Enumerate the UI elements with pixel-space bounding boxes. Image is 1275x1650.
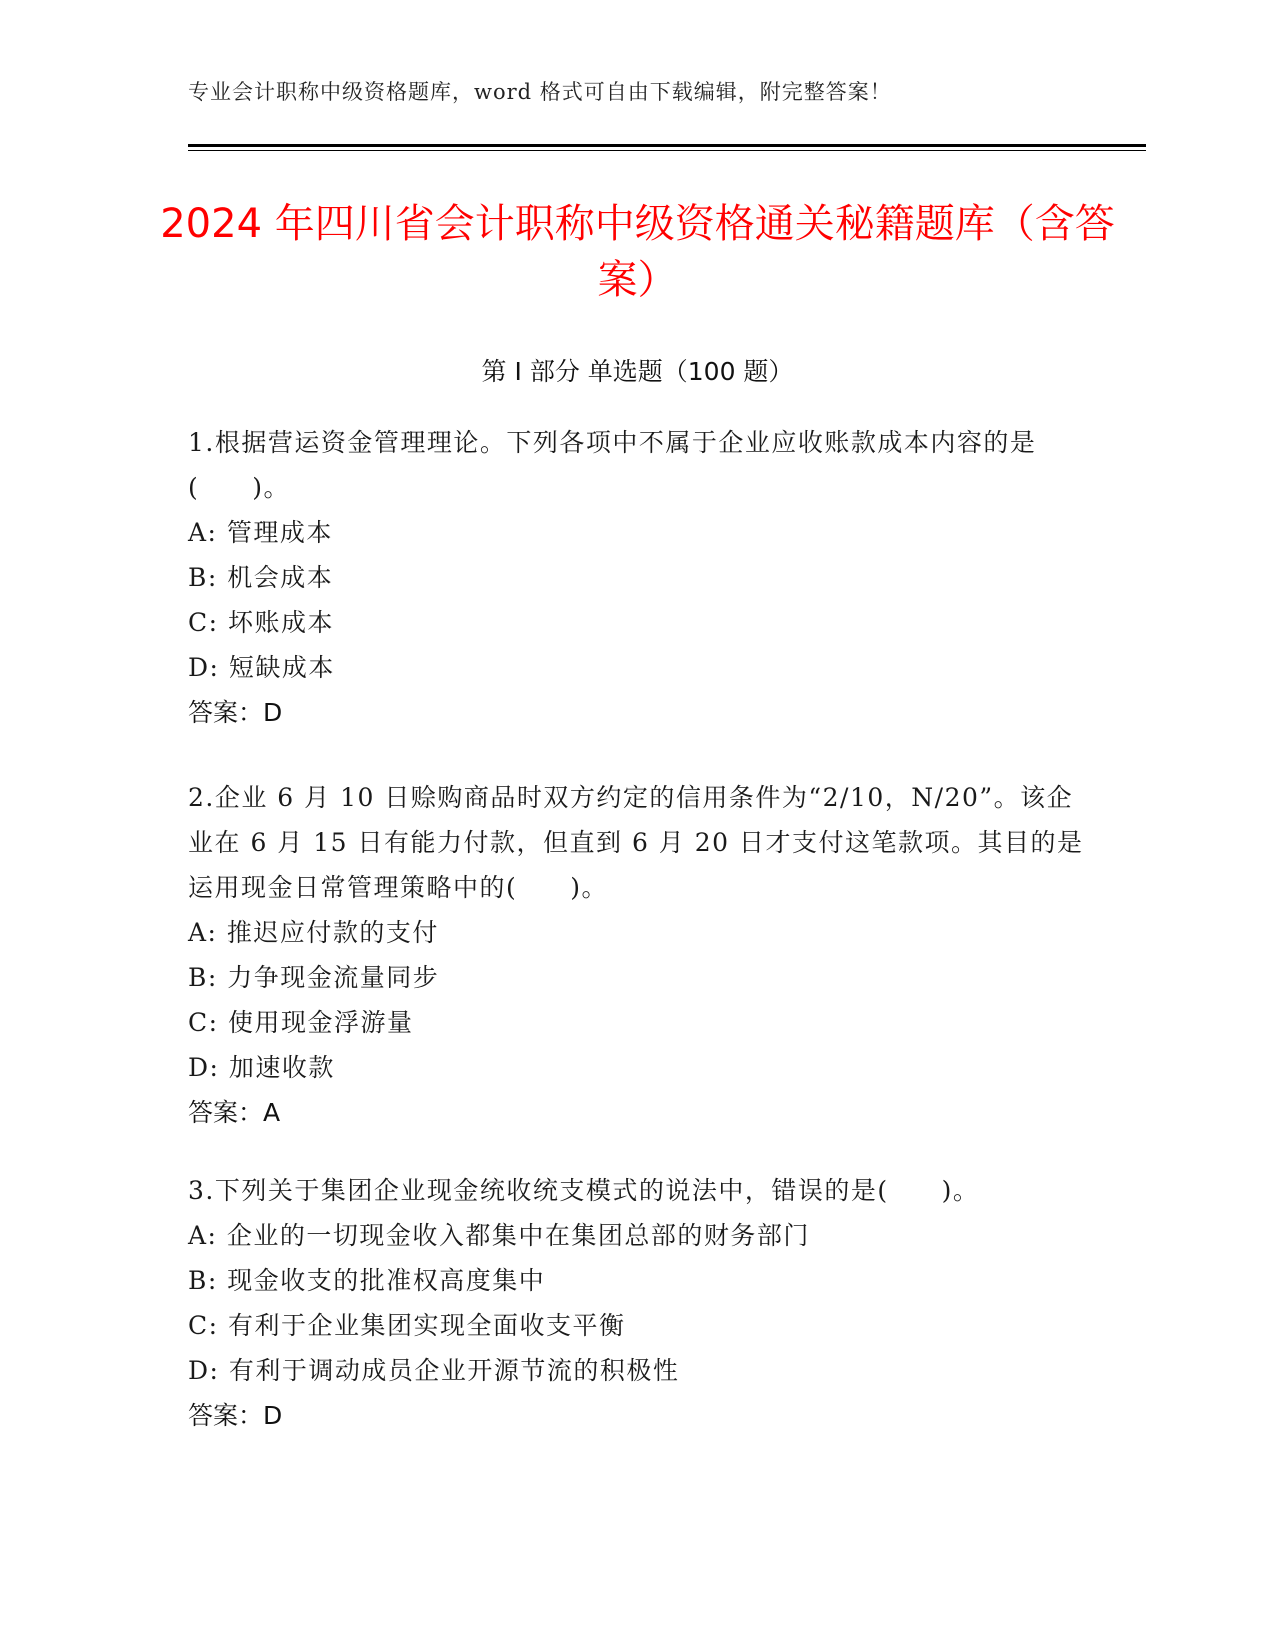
option-b: B: 力争现金流量同步: [188, 963, 440, 992]
answer: 答案：D: [188, 1401, 283, 1430]
option-b: B: 机会成本: [188, 563, 334, 592]
option-c: C: 有利于企业集团实现全面收支平衡: [188, 1311, 626, 1340]
question-stem: 1.根据营运资金管理理论。下列各项中不属于企业应收账款成本内容的是( )。: [188, 428, 1037, 502]
section-heading: 第 I 部分 单选题（100 题）: [481, 357, 794, 386]
question-1: [188, 420, 1088, 735]
document-title: 2024 年四川省会计职称中级资格通关秘籍题库（含答案）: [160, 201, 1115, 303]
question-2: [188, 775, 1088, 1135]
header-note: 专业会计职称中级资格题库，word 格式可自由下载编辑，附完整答案！: [188, 80, 892, 104]
option-d: D: 加速收款: [188, 1053, 335, 1082]
option-a: A: 管理成本: [188, 518, 333, 547]
option-b: B: 现金收支的批准权高度集中: [188, 1266, 546, 1295]
option-a: A: 企业的一切现金收入都集中在集团总部的财务部门: [188, 1221, 810, 1250]
header-rule-thin: [188, 150, 1146, 151]
question-stem: 2.企业 6 月 10 日赊购商品时双方约定的信用条件为“2/10，N/20”。该企业在 6 月 15 日有能力付款，但直到 6 月 20 日才支付这笔款项。其目的是运用现金日常管理策略中的( )。: [188, 783, 1084, 902]
option-c: C: 坏账成本: [188, 608, 334, 637]
option-a: A: 推迟应付款的支付: [188, 918, 439, 947]
header-rule-thick: [188, 144, 1146, 147]
question-stem: 3.下列关于集团企业现金统收统支模式的说法中，错误的是( )。: [188, 1176, 980, 1205]
option-c: C: 使用现金浮游量: [188, 1008, 414, 1037]
option-d: D: 有利于调动成员企业开源节流的积极性: [188, 1356, 680, 1385]
question-3: [188, 1168, 1088, 1438]
answer: 答案：A: [188, 1098, 281, 1127]
option-d: D: 短缺成本: [188, 653, 335, 682]
answer: 答案：D: [188, 698, 283, 727]
